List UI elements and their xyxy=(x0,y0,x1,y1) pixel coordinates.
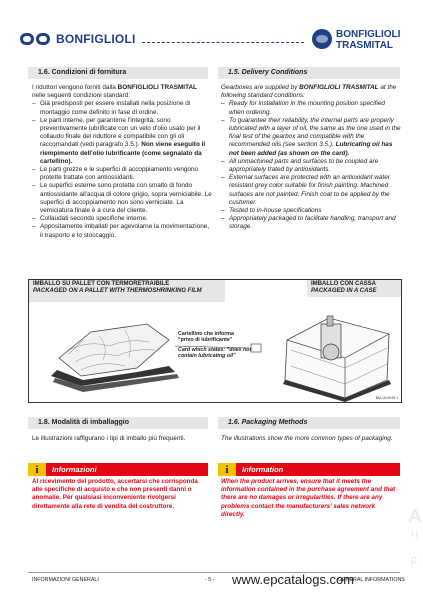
brand-name: BONFIGLIOLI xyxy=(56,32,136,46)
list-item: – Collaudati secondo specifiche interne. xyxy=(32,215,212,223)
list-item: – Appropriately packaged to facilitate handling, transport and storage. xyxy=(221,215,401,231)
packaging-text-en: The illustrations show the more common types of packaging. xyxy=(221,435,393,442)
case-caption: IMBALLO CON CASSA PACKAGED IN A CASE xyxy=(307,280,401,297)
supply-intro-it: I riduttori vengono forniti dalla BONFIGLIOLI TRASMITAL nelle seguenti condizioni standard: xyxy=(32,84,198,100)
packaging-figure xyxy=(28,279,402,403)
page-number: - 5 - xyxy=(205,577,215,583)
list-item: – Tested to in-house specifications xyxy=(221,207,401,215)
list-item: – External surfaces are protected with an antioxidant water resistant grey color suitable for finish painting. Machined surfaces are not painted. Finish coat to be applied by the customer. xyxy=(221,174,401,207)
section-title-en: 1.5. Delivery Conditions xyxy=(218,67,400,79)
info-icon: i xyxy=(218,463,236,476)
list-item: – Già predisposti per essere installati nella posizione di montaggio come definito in fase di ordine. xyxy=(32,100,212,116)
side-letter: A xyxy=(409,506,422,526)
supply-text-it xyxy=(32,84,212,240)
info-text-en: When the product arrives, ensure that it meets the information contained in the purchase agreement and that there are no damages or irregularities. If there are any problems contact the manufacturers' sales network directly. xyxy=(221,478,396,518)
brand-line-2: TRASMITAL xyxy=(336,40,394,51)
info-banner-it: i Informazioni xyxy=(28,463,208,476)
logo-ring-icon xyxy=(20,33,34,45)
footer-right: GENERAL INFORMATIONS xyxy=(338,577,405,583)
bonfiglioli-logo xyxy=(20,30,136,48)
packaging-title-it: 1.8. Modalità di imballaggio xyxy=(28,417,208,429)
list-item: – Le parti grezze e le superfici di accoppiamento vengono protette trattate con antiossidanti. xyxy=(32,166,212,182)
info-banner-en: i Information xyxy=(218,463,400,476)
pallet-caption: IMBALLO SU PALLET CON TERMORETRAIBILE PACKAGED ON A PALLET WITH THERMOSHRINKING FILM xyxy=(29,280,225,302)
globe-icon xyxy=(312,29,332,49)
brand-line-1: BONFIGLIOLI xyxy=(336,29,401,40)
logo-ring-icon xyxy=(36,33,50,45)
packaging-text-it: Le illustrazioni raffigurano i tipi di imballo più frequenti. xyxy=(32,435,186,442)
list-item: – Ready for installation in the mounting position specified when ordering. xyxy=(221,100,401,116)
list-item: – To guarantee their reliability, the internal parts are properly lubricated with a layer of oil, the same as the one used in the final test of the gearbox and compatible with the recommended oils (see section 3.5.). Lubricating oil has not been added (as shown on the card). xyxy=(221,117,401,158)
figure-code: BM-16.05.99.1 xyxy=(375,396,398,400)
card-label-en: Card which states: “does not contain lubricating oil” xyxy=(178,347,252,359)
list-item: – Le superfici esterne sono protette con smalto di fondo antiossidante all'acqua di colore grigio, sopra verniciabile. Le superfici di accoppiamento non sono verniciate. La verniciatura finale è a cura del cliente. xyxy=(32,182,212,215)
side-letter: р xyxy=(411,554,418,566)
card-label-it: Cartellino che informa “privo di lubrificante” xyxy=(178,331,234,343)
list-item: – Appositamente imballati per agevolarne la movimentazione, il trasporto e lo stoccaggio. xyxy=(32,223,212,239)
watermark: www.epcatalogs.com xyxy=(232,572,355,587)
side-letter: Ч xyxy=(411,530,419,542)
supply-text-en xyxy=(221,84,401,232)
card-tag xyxy=(251,344,261,352)
list-item: – Le parti interne, per garantirne l'integrità, sono preventivamente lubrificate con un velo d'olio usato per il collaudo finale del riduttore e compatibile con gli oli raccomandati (vedi paragrafo 3.5.). Non viene eseguito il riempimento dell'olio lubrificante (come segnalato da cartellino). xyxy=(32,117,212,166)
bonfiglioli-trasmital-logo xyxy=(312,27,412,57)
packaging-title-en: 1.6. Packaging Methods xyxy=(218,417,400,429)
info-icon: i xyxy=(28,463,46,476)
case-drawing xyxy=(283,316,391,402)
list-item: – All unmachined parts and surfaces to be coupled are appropriately trated by antioxidants. xyxy=(221,158,401,174)
section-title-it: 1.6. Condizioni di fornitura xyxy=(28,67,208,79)
pallet-drawing xyxy=(51,324,179,392)
info-text-it: Al ricevimento del prodotto, accertarsi che corrisponda alle specifiche di acquisto e che non presenti danni o anomalie. Per qualsiasi inconveniente rivolgersi direttamente alla rete di vendita del costruttore. xyxy=(32,478,198,510)
supply-intro-en: Gearboxes are supplied by BONFIGLIOLI TRASMITAL at the following standard conditions: xyxy=(221,84,397,100)
footer-left: INFORMAZIONI GENERALI xyxy=(32,577,99,583)
header-divider xyxy=(142,42,304,43)
